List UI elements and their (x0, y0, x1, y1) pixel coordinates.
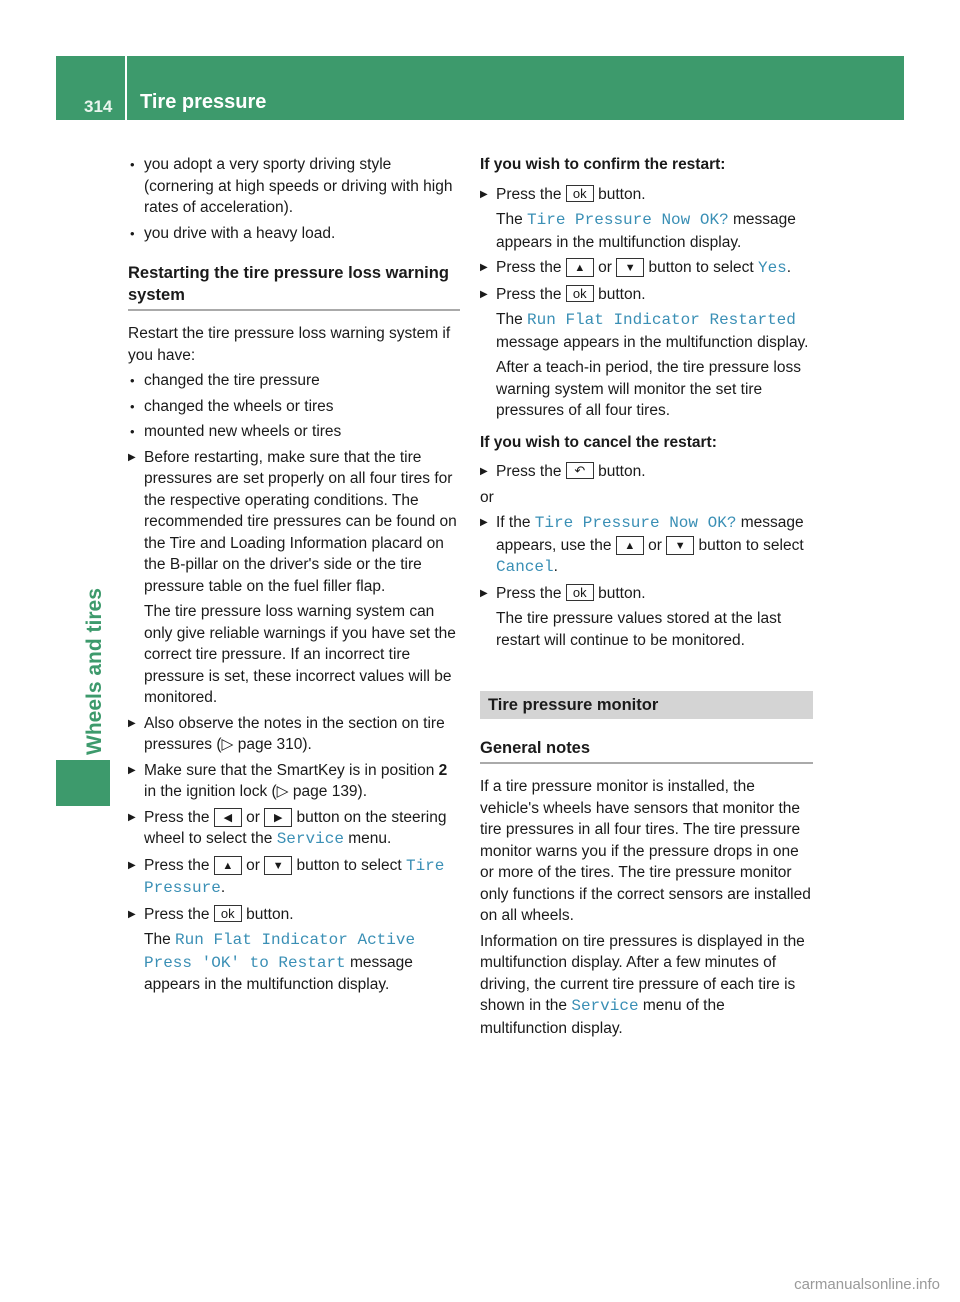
up-arrow-key-icon: ▲ (566, 258, 594, 277)
step-item: ▶ Press the ok button. The Tire Pressure Now OK? message appears in the multifunction display. (480, 184, 813, 254)
cancel-heading: If you wish to cancel the restart: (480, 433, 717, 451)
down-arrow-key-icon: ▼ (264, 856, 292, 875)
or-text: or (480, 488, 494, 506)
list-item: • changed the wheels or tires (128, 396, 460, 418)
header-separator (125, 56, 127, 120)
general-notes-heading: General notes (480, 737, 813, 764)
step-item: ▶ Press the ok button. The Run Flat Indicator Restarted message appears in the multifunction display. After a teach-in period, the tire pressure loss warning system will monitor the set tire pressures of all four tires. (480, 284, 813, 422)
down-arrow-key-icon: ▼ (616, 258, 644, 277)
page-number: 314 (84, 97, 113, 116)
step-item: ▶ Make sure that the SmartKey is in position 2 in the ignition lock (▷ page 139). (128, 760, 460, 803)
list-item: • changed the tire pressure (128, 370, 460, 392)
step-item: ▶ Press the ok button. The Run Flat Indicator Active Press 'OK' to Restart message appears in the multifunction display. (128, 904, 460, 996)
up-arrow-key-icon: ▲ (214, 856, 242, 875)
right-arrow-key-icon: ▶ (264, 808, 292, 827)
section-heading: Restarting the tire pressure loss warning system (128, 262, 460, 311)
side-tab-label: Wheels and tires (83, 588, 106, 755)
left-column (128, 154, 460, 1000)
side-tab-block (56, 760, 110, 806)
step-item: ▶ Press the ok button. The tire pressure values stored at the last restart will continue to be monitored. (480, 583, 813, 652)
ok-key-icon: ok (566, 584, 594, 601)
step-item: ▶ Before restarting, make sure that the tire pressures are set properly on all four tires for the respective operating conditions. The recommended tire pressures can be found on the Tire and Loading Information placard on the B-pillar on the driver's side or the tire pressure table on the fuel filler flap. The tire pressure loss warning system can only give reliable warnings if you have set the correct tire pressure. If an incorrect tire pressure is set, these incorrect values will be monitored. (128, 447, 460, 709)
step-item: ▶ Also observe the notes in the section on tire pressures (▷ page 310). (128, 713, 460, 756)
general-notes-paragraph: Information on tire pressures is displayed in the multifunction display. After a few minutes of driving, the current tire pressure of each tire is shown in the Service menu of the multifunction display. (480, 932, 805, 1037)
list-item: • you adopt a very sporty driving style (cornering at high speeds or driving with high rates of acceleration). (128, 154, 460, 219)
left-arrow-key-icon: ◀ (214, 808, 242, 827)
section-band-title: Tire pressure monitor (480, 691, 813, 719)
watermark: carmanualsonline.info (794, 1276, 940, 1293)
intro-text: Restart the tire pressure loss warning system if you have: (128, 325, 451, 364)
step-item: ▶ If the Tire Pressure Now OK? message appears, use the ▲ or ▼ button to select Cancel. (480, 512, 813, 579)
ok-key-icon: ok (214, 905, 242, 922)
ok-key-icon: ok (566, 185, 594, 202)
step-item: ▶ Press the ▲ or ▼ button to select Yes. (480, 257, 813, 280)
list-item: • you drive with a heavy load. (128, 223, 460, 245)
ok-key-icon: ok (566, 285, 594, 302)
up-arrow-key-icon: ▲ (616, 536, 644, 555)
back-key-icon: ↶ (566, 462, 594, 479)
confirm-heading: If you wish to confirm the restart: (480, 156, 726, 173)
step-item: ▶ Press the ↶ button. (480, 461, 813, 483)
page-title: Tire pressure (140, 91, 267, 113)
step-item: ▶ Press the ◀ or ▶ button on the steering wheel to select the Service menu. (128, 807, 460, 851)
down-arrow-key-icon: ▼ (666, 536, 694, 555)
right-column (480, 154, 813, 1043)
general-notes-paragraph: If a tire pressure monitor is installed, the vehicle's wheels have sensors that monitor the tire pressures in all four tires. The tire pressure monitor warns you if the pressure drops in one or more of the tires. The tire pressure monitor only functions if the correct sensors are installed on all wheels. (480, 778, 811, 924)
list-item: • mounted new wheels or tires (128, 421, 460, 443)
step-item: ▶ Press the ▲ or ▼ button to select Tire Pressure. (128, 855, 460, 900)
